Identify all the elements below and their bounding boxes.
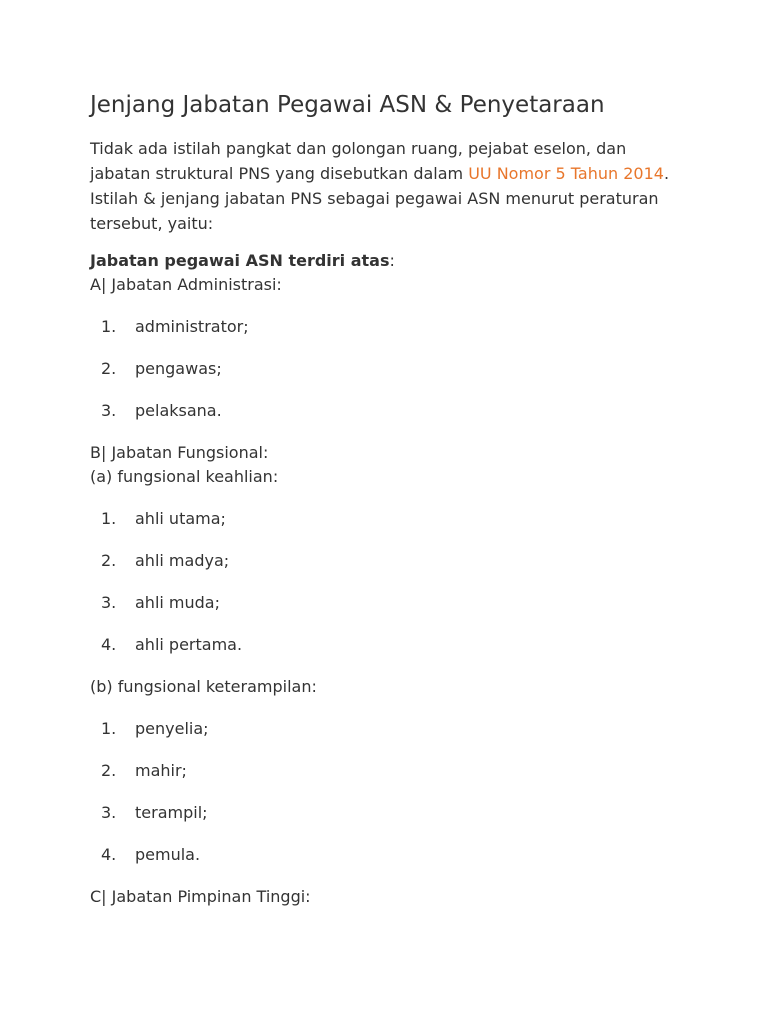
section-a-heading: A| Jabatan Administrasi:: [90, 275, 282, 294]
list-item: [90, 717, 690, 741]
list-number: 1.: [101, 719, 117, 738]
list-number: 2.: [101, 359, 117, 378]
list-item: [90, 357, 690, 381]
list-number: 4.: [101, 845, 117, 864]
list-number: 1.: [101, 509, 117, 528]
list-item: [90, 315, 690, 339]
list-item: [90, 549, 690, 573]
list-number: 2.: [101, 551, 117, 570]
list-item-text: administrator;: [135, 317, 249, 336]
list-item: [90, 507, 690, 531]
list-item-text: ahli muda;: [135, 593, 220, 612]
list-number: 4.: [101, 635, 117, 654]
list-item-text: ahli utama;: [135, 509, 226, 528]
list-item: [90, 801, 690, 825]
list-item: [90, 591, 690, 615]
list-item-text: mahir;: [135, 761, 187, 780]
keahlian-list: [90, 507, 690, 657]
list-item: [90, 759, 690, 783]
section-b-heading: B| Jabatan Fungsional:: [90, 443, 269, 462]
list-number: 3.: [101, 593, 117, 612]
list-item-text: pengawas;: [135, 359, 222, 378]
list-item-text: ahli pertama.: [135, 635, 243, 654]
list-number: 3.: [101, 401, 117, 420]
list-item-text: terampil;: [135, 803, 208, 822]
keterampilan-list: [90, 717, 690, 867]
list-number: 2.: [101, 761, 117, 780]
section-c-heading: C| Jabatan Pimpinan Tinggi:: [90, 887, 311, 906]
asn-subheading-bold: Jabatan pegawai ASN terdiri atas: [90, 251, 390, 270]
list-item-text: penyelia;: [135, 719, 209, 738]
asn-subheading-colon: :: [389, 251, 395, 270]
list-number: 3.: [101, 803, 117, 822]
keahlian-heading: (a) fungsional keahlian:: [90, 467, 279, 486]
intro-text-before-link: Tidak ada istilah pangkat dan golongan ruang, pejabat eselon, dan jabatan struktural PNS yang disebutkan dalam: [90, 139, 627, 183]
list-item: [90, 399, 690, 423]
administrasi-list: [90, 315, 690, 423]
list-number: 1.: [101, 317, 117, 336]
article-title: Jenjang Jabatan Pegawai ASN & Penyetaraan: [90, 92, 605, 118]
uu-nomor-5-link[interactable]: UU Nomor 5 Tahun 2014: [468, 164, 664, 183]
article-body: [90, 88, 690, 909]
list-item: [90, 843, 690, 867]
intro-text-after-link: . Istilah & jenjang jabatan PNS sebagai pegawai ASN menurut peraturan tersebut, yaitu:: [90, 164, 670, 233]
list-item-text: pemula.: [135, 845, 201, 864]
list-item-text: pelaksana.: [135, 401, 222, 420]
list-item-text: ahli madya;: [135, 551, 230, 570]
asn-subheading: [90, 249, 690, 273]
intro-paragraph: [90, 136, 690, 236]
list-item: [90, 633, 690, 657]
keterampilan-heading: (b) fungsional keterampilan:: [90, 677, 317, 696]
